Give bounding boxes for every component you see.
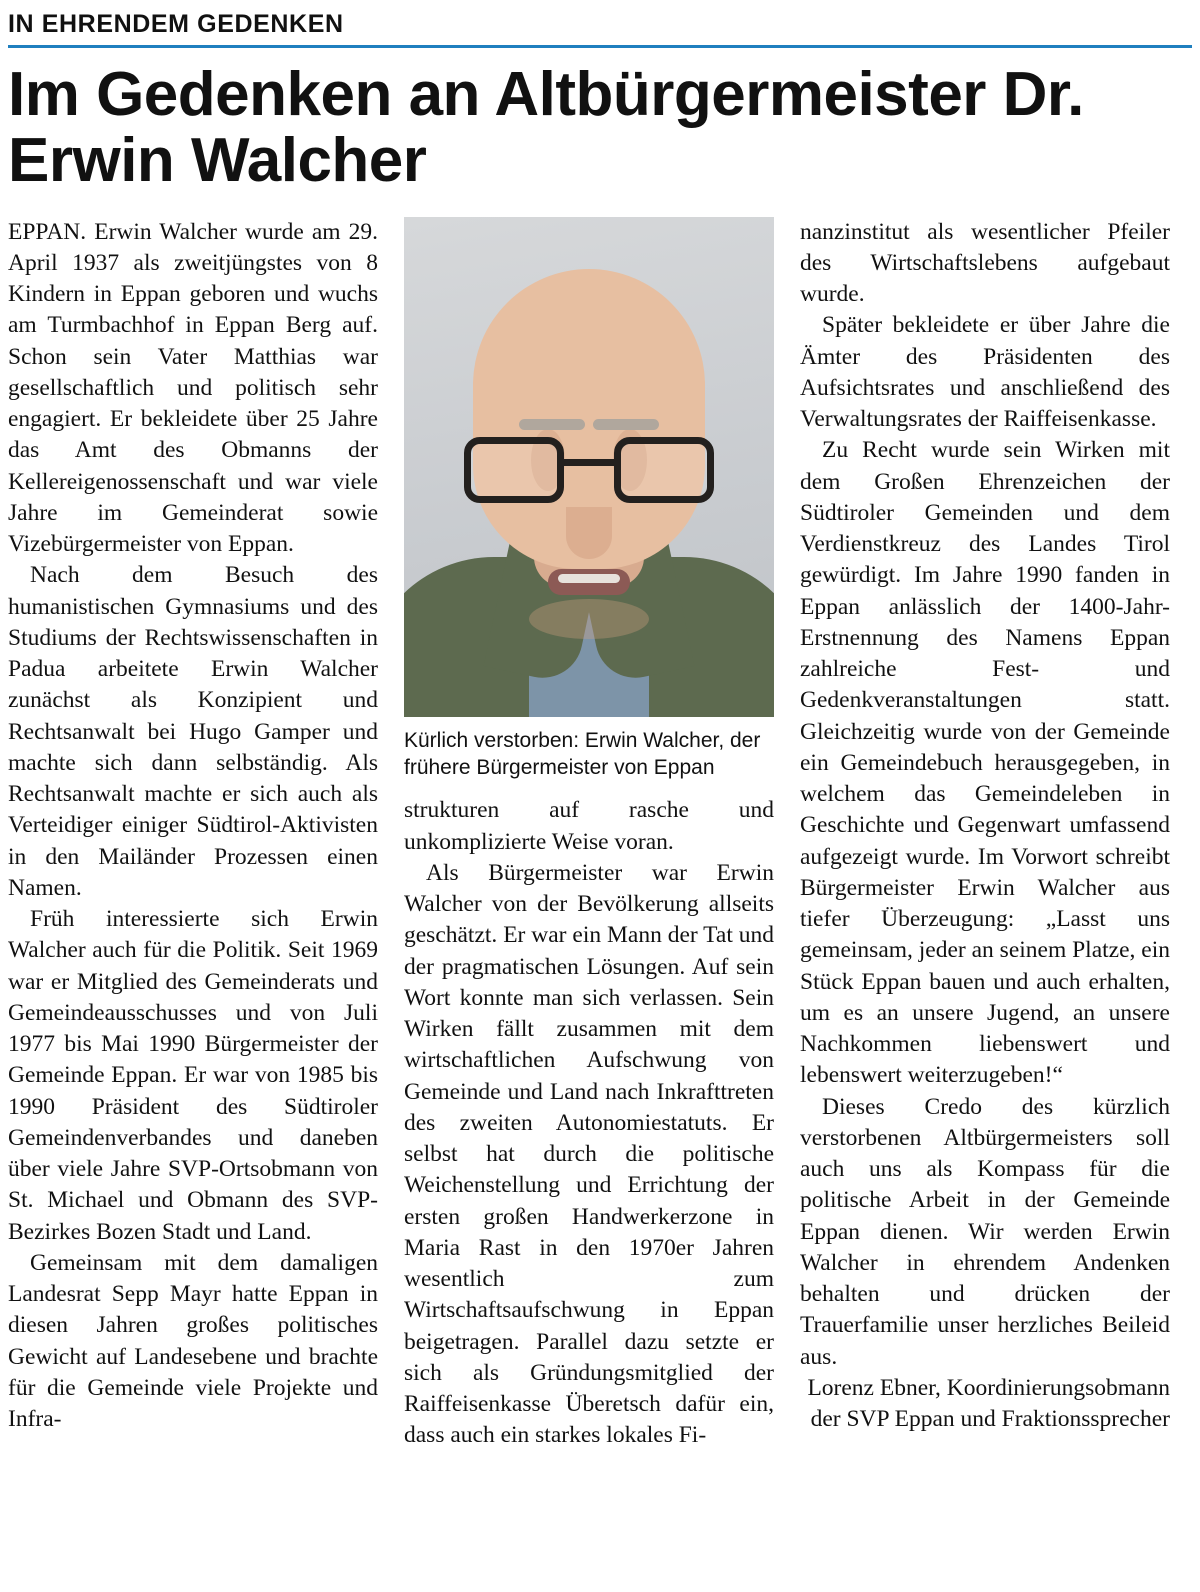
- page-title: Im Gedenken an Altbürgermeister Dr. Erwin Walcher: [8, 60, 1084, 196]
- portrait-lens-left: [464, 437, 564, 503]
- portrait-brow-left: [593, 419, 659, 430]
- section-kicker: IN EHRENDEM GEDENKEN: [8, 10, 344, 38]
- portrait-glasses-bridge: [564, 459, 614, 466]
- portrait-head: [473, 269, 705, 569]
- column-right: [800, 217, 1170, 1452]
- paragraph: Gemeinsam mit dem damaligen Landesrat Sepp Mayr hatte Eppan in diesen Jahren großes politisches Gewicht auf Landesebene und brachte für die Gemeinde viele Projekte und Infra-: [8, 1249, 378, 1433]
- paragraph: Früh interessierte sich Erwin Walcher auch für die Politik. Seit 1969 war er Mitglied des Gemeinderats und Gemeindeausschusses und von Juli 1977 bis Mai 1990 Bürgermeister der Gemeinde Eppan. Er war von 1985 bis 1990 Präsident des Südtiroler Gemeindenverbandes und daneben über viele Jahre SVP-Ortsobmann von St. Michael und Obmann des SVP-Bezirkes Bozen Stadt und Land.: [8, 906, 378, 1245]
- column-middle: [404, 217, 774, 1452]
- portrait-lens-right: [614, 437, 714, 503]
- portrait-nose: [566, 507, 612, 559]
- portrait-brow-right: [519, 419, 585, 430]
- glasses-icon: [464, 437, 714, 509]
- portrait-illustration: [404, 217, 774, 717]
- paragraph: EPPAN. Erwin Walcher wurde am 29. April 1937 als zweitjüngstes von 8 Kindern in Eppan geboren und wuchs am Turmbachhof in Eppan Berg auf. Schon sein Vater Matthias war gesellschaftlich und politisch sehr engagiert. Er bekleidete über 25 Jahre das Amt des Obmanns der Kellereigenossenschaft und war viele Jahre im Gemeinderat sowie Vizebürgermeister von Eppan.: [8, 218, 378, 558]
- portrait-chin: [529, 599, 649, 639]
- article-signature: Lorenz Ebner, Koordinierungsobmann der SVP Eppan und Fraktionssprecher: [807, 1374, 1170, 1433]
- paragraph: strukturen auf rasche und unkomplizierte Weise voran.: [404, 797, 774, 855]
- portrait-mouth: [548, 569, 630, 595]
- photo-caption: Kürlich verstorben: Erwin Walcher, der frühere Bürgermeister von Eppan: [404, 728, 761, 779]
- paragraph: Zu Recht wurde sein Wirken mit dem Großen Ehrenzeichen der Südtiroler Gemeinden und dem Verdienstkreuz des Landes Tirol gewürdigt. Im Jahre 1990 fanden in Eppan anlässlich der 1400-Jahr-Erstnennung des Namens Eppan zahlreiche Fest- und Gedenkveranstaltungen statt. Gleichzeitig wurde von der Gemeinde ein Gemeindebuch herausgegeben, in welchem das Gemeindeleben in Geschichte und Gegenwart umfassend aufgezeigt wurde. Im Vorwort schreibt Bürgermeister Erwin Walcher aus tiefer Überzeugung: „Lasst uns gemeinsam, jeder an seinem Platze, ein Stück Eppan bauen und auch erhalten, um es an unsere Jugend, an unsere Nachkommen liebenswert und lebenswert weiterzugeben!“: [800, 437, 1170, 1089]
- paragraph: Nach dem Besuch des humanistischen Gymnasiums und des Studiums der Rechtswissenschaften in Padua arbeitete Erwin Walcher zunächst als Konzipient und Rechtsanwalt bei Hugo Gamper und machte sich dann selbständig. Als Rechtsanwalt machte er sich auch als Verteidiger einiger Südtirol-Aktivisten in den Mailänder Prozessen einen Namen.: [8, 562, 378, 901]
- paragraph: Später bekleidete er über Jahre die Ämter des Präsidenten des Aufsichtsrates und anschließend des Verwaltungsrates der Raiffeisenkasse.: [800, 312, 1170, 433]
- kicker-section: [0, 0, 1200, 45]
- paragraph: Dieses Credo des kürzlich verstorbenen Altbürgermeisters soll auch uns als Kompass für die politische Arbeit in der Gemeinde Eppan dienen. Wir werden Erwin Walcher in ehrendem Andenken behalten und drücken der Trauerfamilie unser herzliches Beileid aus.: [800, 1093, 1170, 1370]
- paragraph: nanzinstitut als wesentlicher Pfeiler des Wirtschaftslebens aufgebaut wurde.: [800, 218, 1170, 308]
- portrait-photo: [404, 217, 774, 717]
- article-columns: [0, 203, 1200, 1452]
- paragraph: Als Bürgermeister war Erwin Walcher von der Bevölkerung allseits geschätzt. Er war ein Mann der Tat und der pragmatischen Lösungen. Auf sein Wort konnte man sich verlassen. Sein Wirken fällt zusammen mit dem wirtschaftlichen Aufschwung von Gemeinde und Land nach Inkrafttreten des zweiten Autonomiestatuts. Er selbst hat durch die politische Weichenstellung und Errichtung der ersten großen Handwerkerzone in Maria Rast in den 1970er Jahren wesentlich zum Wirtschaftsaufschwung in Eppan beigetragen. Parallel dazu setzte er sich als Gründungsmitglied der Raiffeisenkasse Überetsch dafür ein, dass auch ein starkes lokales Fi-: [404, 859, 774, 1449]
- column-left: [8, 217, 378, 1452]
